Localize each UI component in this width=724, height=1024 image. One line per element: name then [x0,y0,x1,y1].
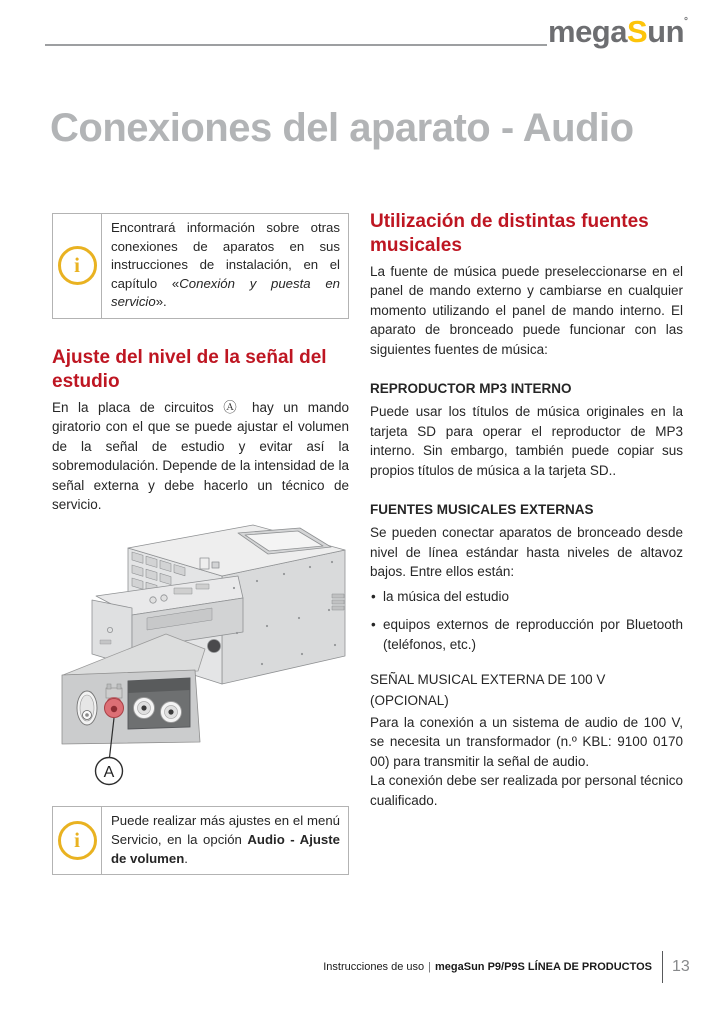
info-box-bottom [52,806,349,875]
external-sources-list [370,587,683,654]
info-box-top-text [102,214,348,318]
subheading-100v-line1: SEÑAL MUSICAL EXTERNA DE 100 V [370,671,606,687]
paragraph-100v: Para la conexión a un sistema de audio de 100 V, se necesita un transformador (n.º KBL: 9100 0170 00) para transmitir la señal de audio. [370,714,683,769]
megasun-logo [548,14,688,50]
info-icon-cell [53,214,102,318]
device-illustration [52,518,352,796]
page-title: Conexiones del aparato - Audio [50,106,634,150]
din-connector [77,691,97,725]
list-item: • equipos externos de reproducción por Bluetooth (teléfonos, etc.) [370,615,683,654]
paragraph-intro: La fuente de música puede preseleccionarse en el panel de mando externo y cambiarse en cualquier momento utilizando el panel de mando interno. El aparato de bronceado puede funcionar con las siguientes fuentes de música: [370,264,683,357]
info-icon-glyph: i [74,253,80,278]
side-connectors [332,594,344,610]
paragraph-ajuste-nivel: En la placa de circuitos Ⓐ hay un mando giratorio con el que se puede ajustar el volumen de la señal de estudio y evitar así la sobremodulación. Depende de la intensidad de la señal externa y debe hacerlo un técnico de servicio. [52,399,349,512]
footer-product: megaSun P9/P9S LÍNEA DE PRODUCTOS [435,961,652,973]
info-top-text-italic: Conexión y puesta en servicio [111,275,340,310]
footer-divider [662,951,663,983]
paragraph-mp3: Puede usar los títulos de música originales en la tarjeta SD para operar el reproductor de MP3 interno. Sin embargo, también puede copiar sus propios títulos de música a la tarjeta SD.. [370,404,683,478]
info-box-bottom-text [102,807,348,874]
subheading-100v [370,669,683,711]
label-a-text: A [103,764,115,782]
terminal-block [128,678,190,729]
paragraph-externas: Se pueden conectar aparatos de bronceado desde nivel de línea estándar hasta niveles de altavoz bajos. Entre ellos están: [370,525,683,580]
info-top-text-after: ». [155,294,167,310]
right-column [370,210,683,810]
logo-accent: S [626,14,648,49]
front-hole [208,640,221,653]
logo-suffix: un [647,14,685,49]
page-footer [323,951,692,983]
info-bottom-text-after: . [184,850,188,866]
footer-separator: | [428,961,431,973]
subheading-100v-line2: (OPCIONAL) [370,692,449,708]
left-column [52,213,349,875]
info-icon [58,821,97,860]
info-box-top [52,213,349,319]
info-bottom-text-bold: Audio - Ajuste de volumen [111,832,340,866]
subheading-externas: FUENTES MUSICALES EXTERNAS [370,502,594,518]
header-rule [45,44,547,46]
heading-ajuste-nivel: Ajuste del nivel de la señal del estudio [52,346,327,392]
info-icon-glyph: i [74,828,80,853]
volume-knob [105,684,124,718]
info-icon [58,246,97,285]
heading-fuentes-musicales: Utilización de distintas fuentes musicales [370,211,649,256]
logo-trademark: ° [684,16,688,27]
subheading-mp3: REPRODUCTOR MP3 INTERNO [370,381,572,397]
device-illustration-svg [52,518,352,796]
info-icon-cell-bottom [53,807,102,874]
info-top-text-before: Encontrará información sobre otras conexiones de aparatos en sus instrucciones de instalación, en el capítulo « [111,220,340,291]
logo-prefix: mega [548,14,627,49]
paragraph-100v-note: La conexión debe ser realizada por personal técnico cualificado. [370,773,683,808]
info-bottom-text-before: Puede realizar más ajustes en el menú Servicio, en la opción [111,813,340,847]
footer-text [323,961,652,973]
footer-doc-type: Instrucciones de uso [323,961,425,973]
page-number: 13 [672,958,690,975]
list-item: • la música del estudio [370,587,683,606]
